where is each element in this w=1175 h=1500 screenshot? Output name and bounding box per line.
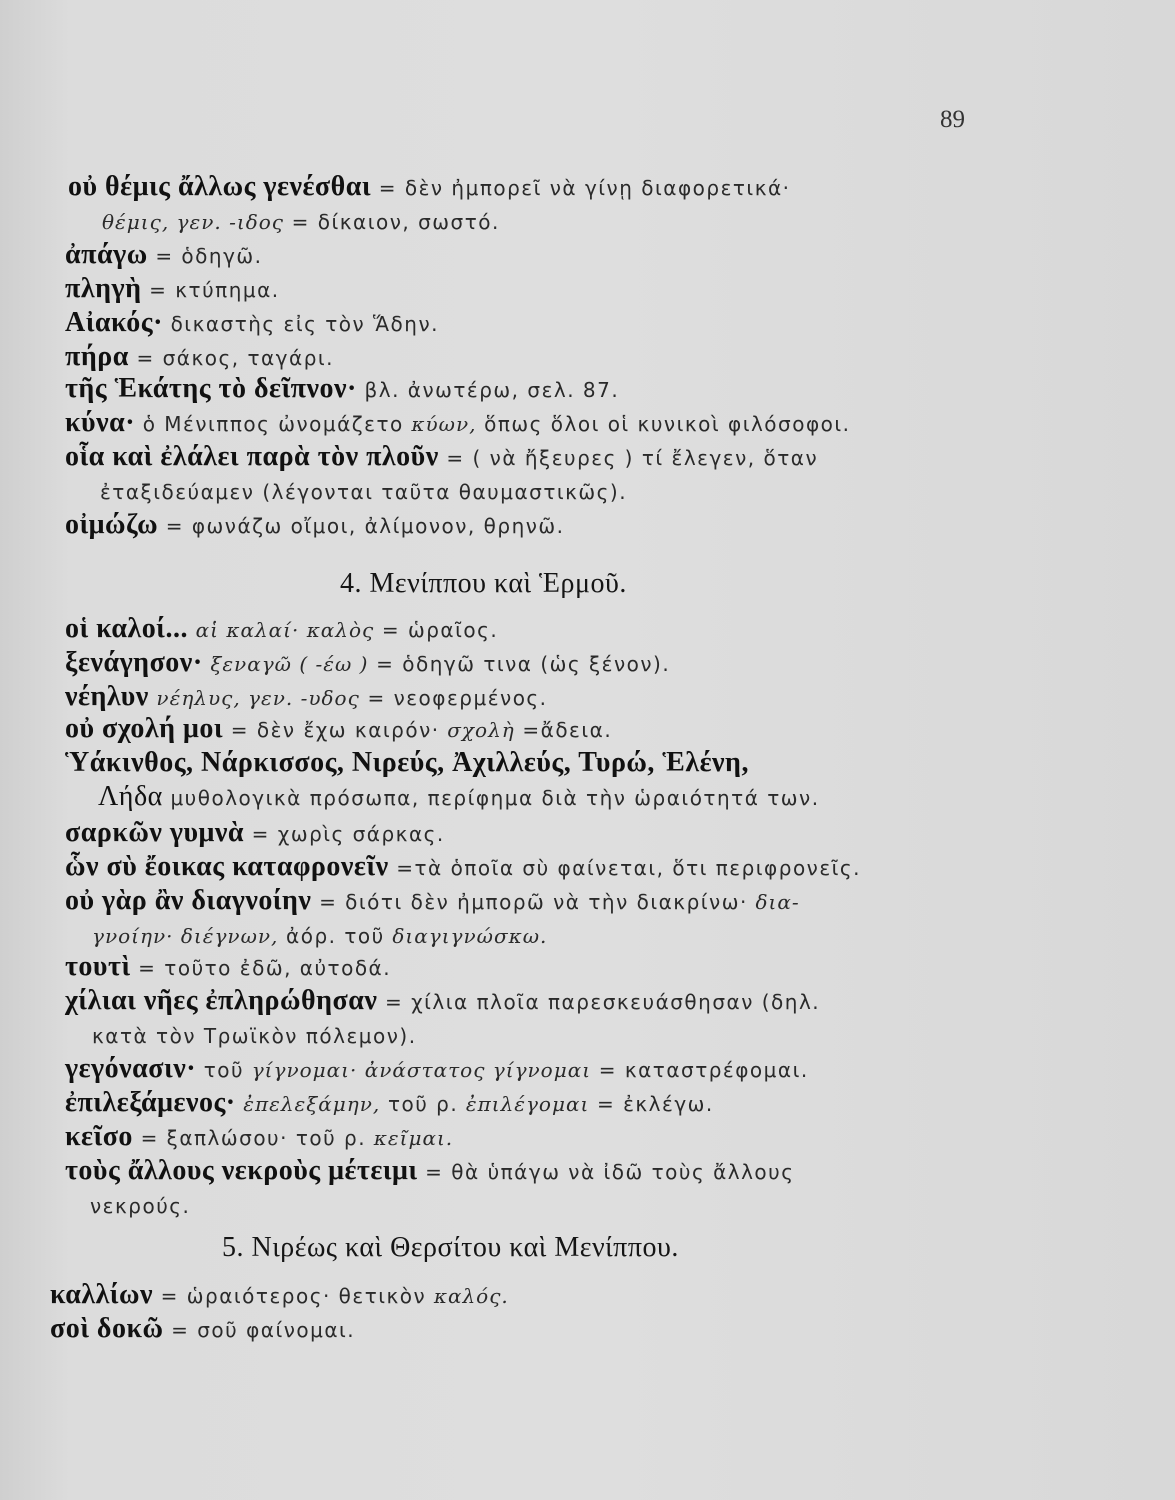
italic-term: διαγιγνώσκω. (392, 924, 548, 948)
entry-line (65, 646, 670, 681)
headword: ξενάγησον· (65, 647, 203, 678)
italic-term: ἐπελεξάμην, (243, 1092, 381, 1116)
gloss: = ἐκλέγω. (596, 1092, 714, 1116)
gloss: = δὲν ἠμπορεῖ νὰ γίνῃ διαφορετικά· (378, 176, 791, 200)
entry-line (65, 984, 820, 1019)
headword: κεῖσο (65, 1121, 133, 1152)
headword: πληγὴ (65, 273, 142, 304)
entry-line (65, 884, 800, 919)
grammar-note: αἱ καλαί· καλὸς (195, 618, 375, 642)
entry-line (65, 850, 861, 885)
headword: οἷα καὶ ἐλάλει παρὰ τὸν πλοῦν (65, 441, 439, 472)
page-number: 89 (940, 106, 965, 133)
gloss: δικαστὴς εἰς τὸν Ἅδην. (170, 312, 439, 336)
headword: τῆς Ἑκάτης τὸ δεῖπνον· (65, 373, 357, 404)
entry-line (65, 1086, 714, 1121)
gloss: = τοῦτο ἐδῶ, αὐτοδά. (138, 956, 392, 980)
entry-line (65, 372, 619, 407)
grammar-note: θέμις, γεν. -ιδος (102, 210, 284, 234)
gloss: ὁ Μένιππος ὠνομάζετο (142, 412, 404, 436)
italic-term: γίγνομαι· ἀνάστατος γίγνομαι (251, 1058, 592, 1082)
gloss: = σοῦ φαίνομαι. (171, 1318, 356, 1342)
gloss: = διότι δὲν ἠμπορῶ νὰ τὴν διακρίνω· (319, 890, 748, 914)
headword: οἱ καλοί... (65, 613, 188, 644)
gloss: = ( νὰ ἤξευρες ) τί ἔλεγεν, ὅταν (446, 446, 819, 470)
headword: οἰμώζω (65, 509, 159, 540)
gloss: = δὲν ἔχω καιρόν· (230, 718, 440, 742)
entry-line (100, 474, 627, 509)
entry-line (50, 1312, 355, 1347)
gloss: ἐταξιδεύαμεν (λέγονται ταῦτα θαυμαστικῶς). (100, 480, 628, 504)
headword: γεγόνασιν· (65, 1053, 197, 1084)
entry-line (65, 712, 612, 747)
entry-line (102, 204, 500, 239)
gloss: = χίλια πλοῖα παρεσκευάσθησαν (δηλ. (384, 990, 821, 1014)
gloss: =τὰ ὁποῖα σὺ φαίνεται, ὅτι περιφρονεῖς. (396, 856, 862, 880)
section-heading: 5. Νιρέως καὶ Θερσίτου καὶ Μενίππου. (222, 1232, 679, 1263)
headword: οὐ θέμις ἄλλως γενέσθαι (68, 171, 372, 202)
gloss: κατὰ τὸν Τρωϊκὸν πόλεμον). (92, 1024, 417, 1048)
headword: τοὺς ἄλλους νεκροὺς μέτειμι (65, 1155, 418, 1186)
gloss: = ὁδηγῶ τινα (ὡς ξένον). (376, 652, 671, 676)
headword: ὧν σὺ ἔοικας καταφρονεῖν (65, 851, 389, 882)
headword: οὐ γὰρ ἂν διαγνοίην (65, 885, 312, 916)
gloss: = ὁδηγῶ. (155, 244, 263, 268)
entry-line (65, 340, 334, 375)
gloss: = φωνάζω οἴμοι, ἀλίμονον, θρηνῶ. (165, 514, 565, 538)
gloss: βλ. ἀνωτέρω, σελ. 87. (364, 378, 620, 402)
headword: πήρα (65, 341, 129, 372)
entry-line (50, 1278, 509, 1313)
gloss: = θὰ ὑπάγω νὰ ἰδῶ τοὺς ἄλλους (425, 1160, 795, 1184)
headword: Ὑάκινθος, Νάρκισσος, Νιρεύς, Ἀχιλλεύς, Τυρώ, Ἑλένη, (65, 747, 749, 778)
italic-term: καλός. (433, 1284, 509, 1308)
headword: τουτὶ (65, 951, 131, 982)
headword: ἐπιλεξάμενος· (65, 1087, 236, 1118)
gloss: = ὡραιότερος· θετικὸν (160, 1284, 427, 1308)
gloss: = καταστρέφομαι. (598, 1058, 809, 1082)
entry-line (65, 612, 498, 647)
italic-term: σχολὴ (447, 718, 515, 742)
gloss: = ὡραῖος. (381, 618, 499, 642)
gloss: ἀόρ. τοῦ (286, 924, 385, 948)
entry-line (65, 1154, 794, 1189)
entry-line (65, 272, 280, 307)
headword: ἀπάγω (65, 239, 148, 270)
italic-term: κεῖμαι. (373, 1126, 454, 1150)
headword: οὐ σχολή μοι (65, 713, 224, 744)
italic-term: ἐπιλέγομαι (465, 1092, 590, 1116)
grammar-note: ξεναγῶ ( -έω ) (210, 652, 369, 676)
entry-line (90, 1188, 190, 1223)
entry-line (65, 816, 445, 851)
entry-line (65, 1052, 809, 1087)
headword: Αἰακός· (65, 307, 163, 338)
headword: νέηλυν (65, 681, 149, 712)
entry-line (65, 680, 548, 715)
entry-line (98, 780, 820, 815)
entry-line (65, 1120, 453, 1155)
entry-line (65, 306, 439, 341)
gloss: =ἄδεια. (522, 718, 613, 742)
gloss: = ξαπλώσου· τοῦ ρ. (140, 1126, 367, 1150)
section-heading: 4. Μενίππου καὶ Ἑρμοῦ. (340, 568, 627, 599)
gloss: μυθολογικὰ πρόσωπα, περίφημα διὰ τὴν ὡραιότητά των. (170, 786, 820, 810)
gloss: = νεοφερμένος. (367, 686, 548, 710)
entry-line (92, 1018, 417, 1053)
entry-line (92, 918, 547, 953)
entry-line (65, 406, 851, 441)
entry-line (65, 746, 749, 780)
gloss: = κτύπημα. (149, 278, 280, 302)
entry-line (65, 950, 391, 985)
gloss: = δίκαιον, σωστό. (291, 210, 500, 234)
entry-line (65, 238, 263, 273)
gloss: νεκρούς. (90, 1194, 191, 1218)
gloss: ὅπως ὅλοι οἱ κυνικοὶ φιλόσοφοι. (484, 412, 851, 436)
entry-line (65, 508, 565, 543)
headword: σαρκῶν γυμνὰ (65, 817, 245, 848)
italic-term: γνοίην· διέγνων, (92, 924, 279, 948)
headword: σοὶ δοκῶ (50, 1313, 164, 1344)
grammar-note: νέηλυς, γεν. -υδος (156, 686, 360, 710)
headword: χίλιαι νῆες ἐπληρώθησαν (65, 985, 378, 1016)
gloss: = σάκος, ταγάρι. (136, 346, 335, 370)
gloss: = χωρὶς σάρκας. (251, 822, 445, 846)
entry-line (68, 170, 791, 205)
gloss: τοῦ ρ. (387, 1092, 459, 1116)
headword: καλλίων (50, 1279, 154, 1310)
headword: κύνα· (65, 407, 136, 438)
gloss: τοῦ (203, 1058, 245, 1082)
entry-line (65, 440, 818, 475)
italic-term: δια- (755, 890, 800, 914)
italic-term: κύων, (411, 412, 477, 436)
headword: Λήδα (98, 781, 163, 812)
